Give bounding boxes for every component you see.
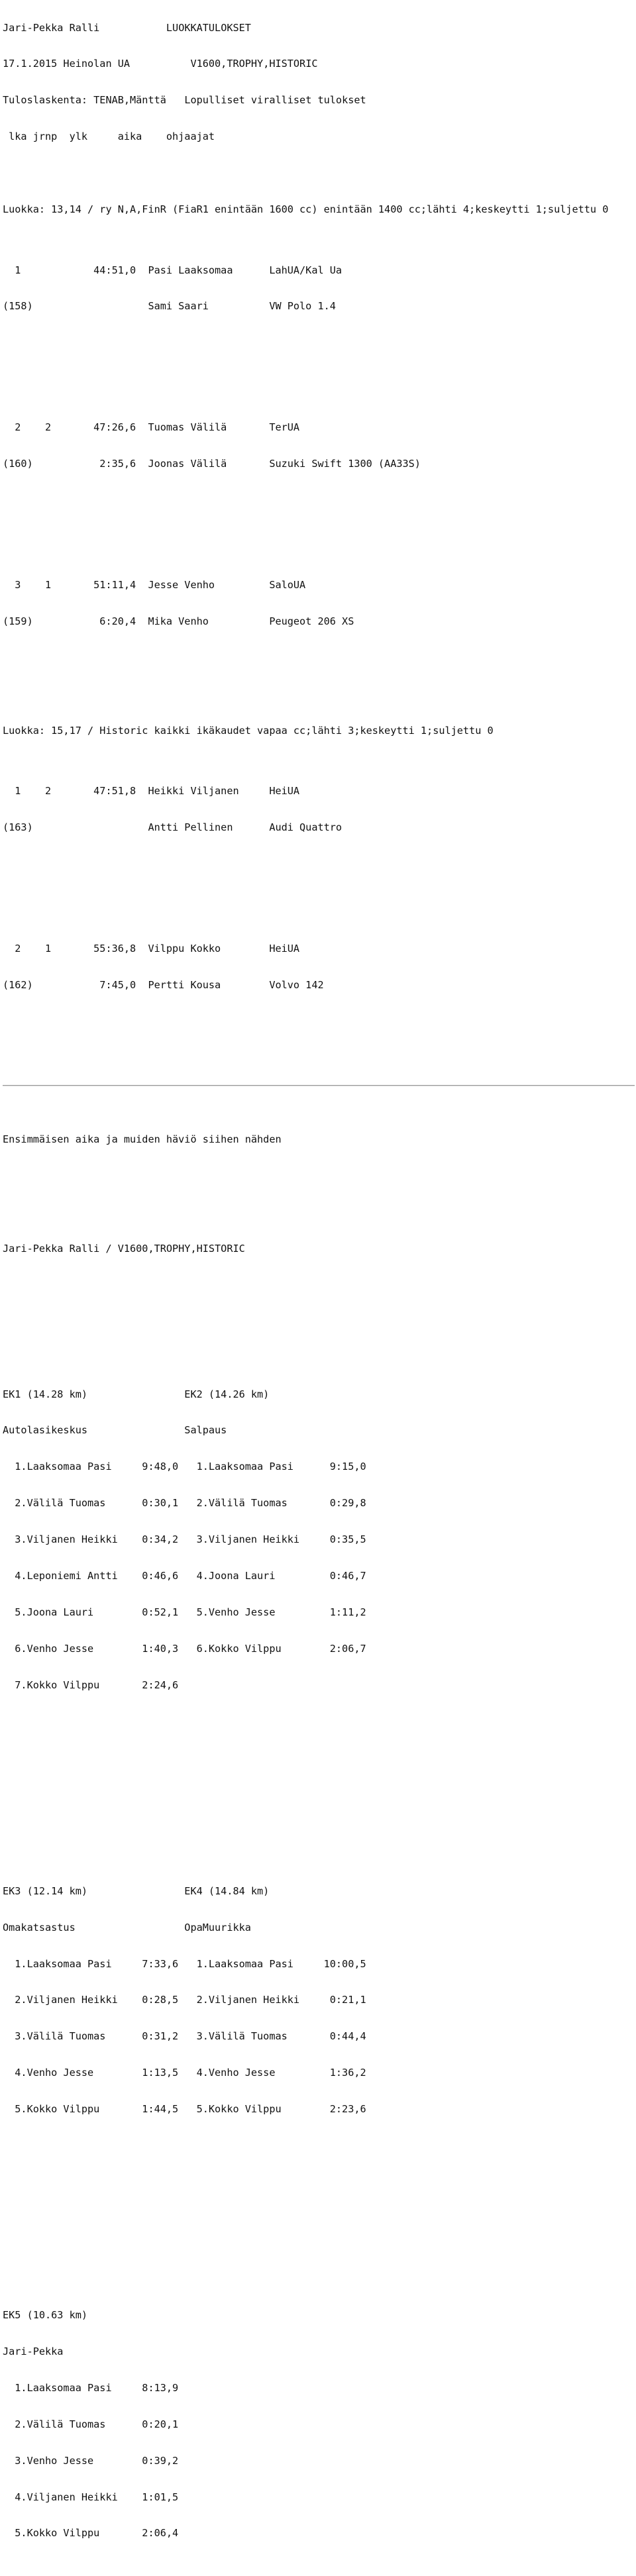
stage-block-ek3-ek4 — [3, 1861, 636, 2139]
stage-line: 1.Laaksomaa Pasi 9:48,0 1.Laaksomaa Pasi 9:15,0 — [3, 1461, 366, 1473]
stage-line: 6.Venho Jesse 1:40,3 6.Kokko Vilppu 2:06,7 — [3, 1642, 366, 1655]
stage-line: 2.Välilä Tuomas 0:20,1 — [3, 2418, 179, 2430]
stage-line: 3.Venho Jesse 0:39,2 — [3, 2454, 179, 2467]
blank-line — [3, 2200, 636, 2212]
stage-line: 2.Välilä Tuomas 0:30,1 2.Välilä Tuomas 0:29,8 — [3, 1497, 366, 1510]
rally-name: Jari-Pekka Ralli — [3, 21, 100, 34]
stage-line: 4.Venho Jesse 1:13,5 4.Venho Jesse 1:36,2 — [3, 2067, 366, 2079]
stage-line: Jari-Pekka — [3, 2345, 64, 2357]
stage-block-ek1-ek2 — [3, 1364, 636, 1716]
section-divider — [3, 1085, 635, 1086]
stage-line: 4.Viljanen Heikki 1:01,5 — [3, 2491, 179, 2503]
entry-line-1: 1 44:51,0 Pasi Laaksomaa LahUA/Kal Ua — [3, 264, 343, 276]
stage-line: 5.Kokko Vilppu 2:06,4 — [3, 2527, 179, 2540]
stage-block-ek5 — [3, 2285, 636, 2564]
header-line-3 — [3, 94, 636, 106]
stage-line: 3.Välilä Tuomas 0:31,2 3.Välilä Tuomas 0:44,4 — [3, 2030, 366, 2043]
entry-line-2: (162) 7:45,0 Pertti Kousa Volvo 142 — [3, 979, 324, 992]
stage-line: 4.Leponiemi Antti 0:46,6 4.Joona Lauri 0:46,7 — [3, 1570, 366, 1582]
results-document — [3, 0, 636, 2576]
entry-line-1: 2 1 55:36,8 Vilppu Kokko HeiUA — [3, 943, 300, 955]
header-line-1 — [3, 22, 636, 34]
class-entry — [3, 919, 636, 1015]
blank-line — [3, 676, 636, 688]
column-headings: lka jrnp ylk aika ohjaajat — [3, 130, 215, 143]
stage-line: EK3 (12.14 km) EK4 (14.84 km) — [3, 1884, 270, 1897]
entry-line-2: (160) 2:35,6 Joonas Välilä Suzuki Swift 1300 (AA33S) — [3, 458, 421, 470]
stage-line: 1.Laaksomaa Pasi 8:13,9 — [3, 2381, 179, 2394]
stage-line: 7.Kokko Vilppu 2:24,6 — [3, 1678, 179, 1691]
entry-line-2: (163) Antti Pellinen Audi Quattro — [3, 821, 343, 834]
class-entry — [3, 397, 636, 494]
header-line-2 — [3, 58, 636, 70]
date-club: 17.1.2015 Heinolan UA — [3, 58, 131, 70]
blank-line — [3, 882, 636, 894]
blank-line — [3, 361, 636, 373]
stage-line: 5.Joona Lauri 0:52,1 5.Venho Jesse 1:11,2 — [3, 1606, 366, 1618]
stage-line: 2.Viljanen Heikki 0:28,5 2.Viljanen Heikki 0:21,1 — [3, 1994, 366, 2006]
class-heading: Luokka: 13,14 / ry N,A,FinR (FiaR1 enintään 1600 cc) enintään 1400 cc;lähti 4;keskeytti 1;suljettu 0 — [3, 203, 609, 216]
entry-line-2: (158) Sami Saari VW Polo 1.4 — [3, 300, 336, 313]
blank-line — [3, 519, 636, 531]
class-entry — [3, 240, 636, 336]
stage-line: EK5 (10.63 km) — [3, 2309, 88, 2322]
stage-line: 1.Laaksomaa Pasi 7:33,6 1.Laaksomaa Pasi 10:00,5 — [3, 1957, 366, 1970]
blank-line — [3, 1206, 636, 1218]
blank-line — [3, 1279, 636, 1291]
class-results — [3, 179, 636, 1039]
results-status: Lopulliset viralliset tulokset — [184, 94, 366, 107]
timing-info: Tuloslaskenta: TENAB,Mänttä — [3, 94, 166, 107]
stages-intro: Ensimmäisen aika ja muiden häviö siihen nähden — [3, 1133, 282, 1146]
blank-line — [3, 1739, 636, 1751]
entry-line-1: 2 2 47:26,6 Tuomas Välilä TerUA — [3, 421, 300, 434]
blank-line — [3, 1315, 636, 1327]
entry-line-2: (159) 6:20,4 Mika Venho Peugeot 206 XS — [3, 615, 354, 628]
stages-title: Jari-Pekka Ralli / V1600,TROPHY,HISTORIC — [3, 1242, 245, 1255]
blank-line — [3, 1812, 636, 1824]
class-heading: Luokka: 15,17 / Historic kaikki ikäkaudet vapaa cc;lähti 3;keskeytti 1;suljettu 0 — [3, 724, 494, 737]
class-entry — [3, 761, 636, 858]
series-label: V1600,TROPHY,HISTORIC — [190, 58, 318, 70]
entry-line-1: 3 1 51:11,4 Jesse Venho SaloUA — [3, 579, 306, 592]
blank-line — [3, 2164, 636, 2176]
stage-line: 3.Viljanen Heikki 0:34,2 3.Viljanen Heikki 0:35,5 — [3, 1533, 366, 1546]
class-entry — [3, 555, 636, 652]
entry-line-1: 1 2 47:51,8 Heikki Viljanen HeiUA — [3, 785, 300, 798]
blank-line — [3, 2236, 636, 2248]
stage-line: 5.Kokko Vilppu 1:44,5 5.Kokko Vilppu 2:23,6 — [3, 2103, 366, 2116]
blank-line — [3, 1776, 636, 1788]
document-title: LUOKKATULOKSET — [166, 21, 251, 34]
blank-line — [3, 1170, 636, 1182]
stage-line: EK1 (14.28 km) EK2 (14.26 km) — [3, 1388, 270, 1400]
stage-line: Omakatsastus OpaMuurikka — [3, 1921, 251, 1933]
stage-line: Autolasikeskus Salpaus — [3, 1424, 227, 1437]
